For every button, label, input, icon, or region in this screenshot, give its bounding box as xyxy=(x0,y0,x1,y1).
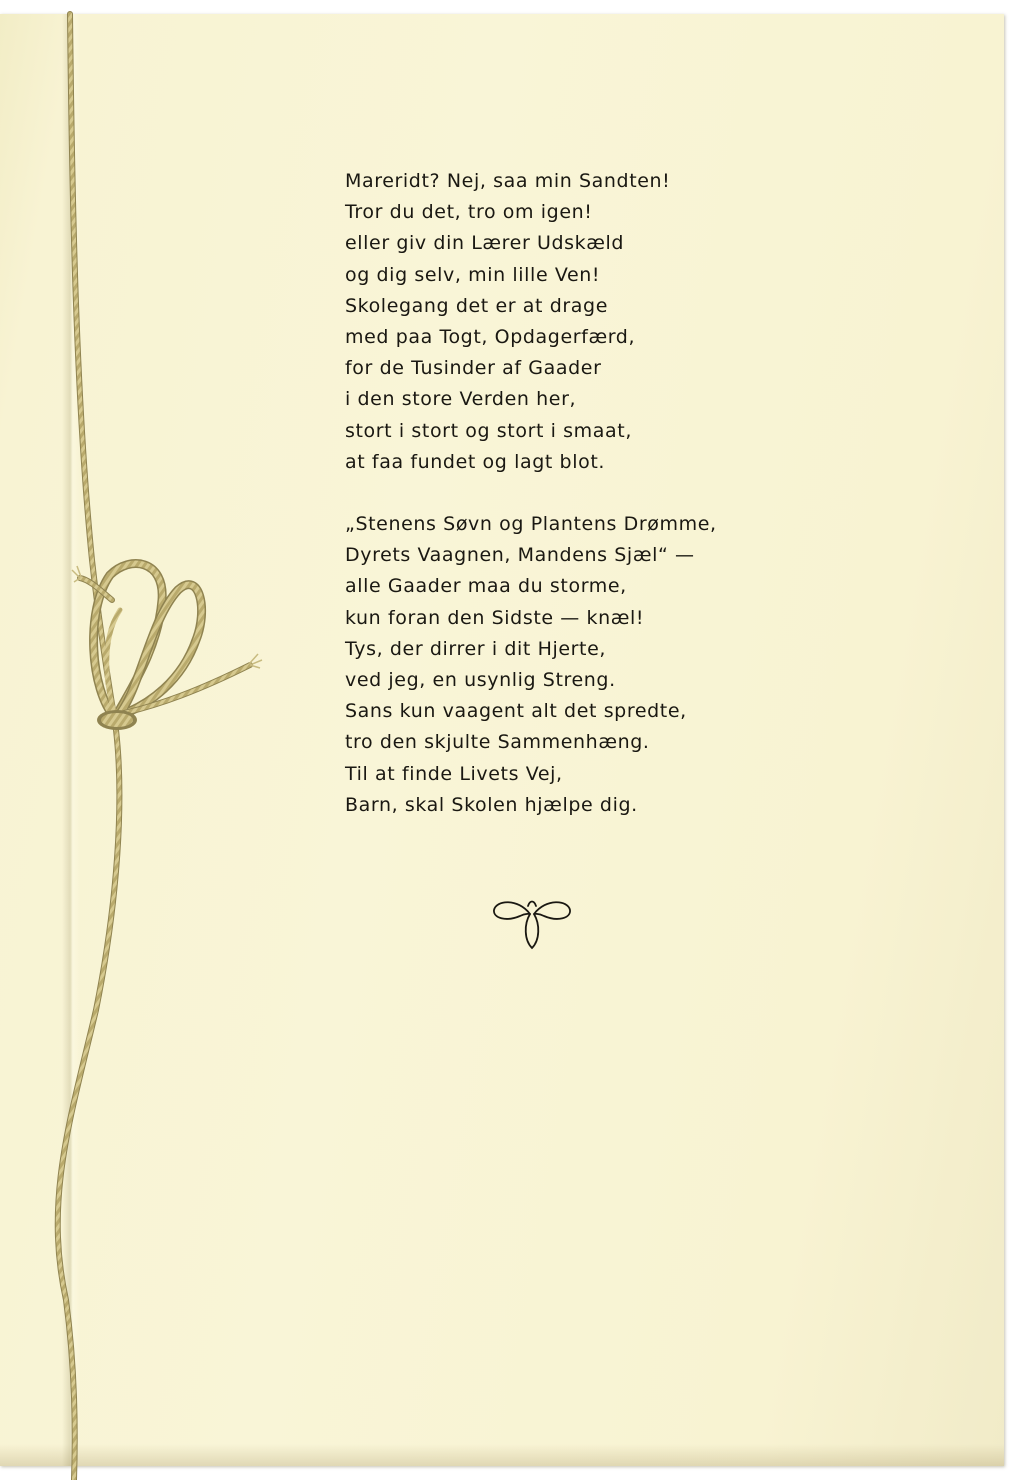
poem-line: at faa fundet og lagt blot. xyxy=(345,450,606,473)
flourish-ornament-icon xyxy=(490,892,574,954)
poem-line: Tror du det, tro om igen! xyxy=(345,201,593,224)
poem-line: kun foran den Sidste — knæl! xyxy=(345,606,645,629)
poem-line: Til at finde Livets Vej, xyxy=(345,762,563,785)
poem-line: Skolegang det er at drage xyxy=(345,294,609,317)
poem-line: Sans kun vaagent alt det spredte, xyxy=(345,700,687,723)
poem-line: stort i stort og stort i smaat, xyxy=(345,419,632,442)
poem-line: for de Tusinder af Gaader xyxy=(345,357,602,380)
poem-text xyxy=(345,166,945,821)
poem-line: i den store Verden her, xyxy=(345,388,577,411)
poem-line: ved jeg, en usynlig Streng. xyxy=(345,669,616,692)
stanza-2 xyxy=(345,509,945,821)
poem-line: Barn, skal Skolen hjælpe dig. xyxy=(345,793,638,816)
poem-line: Tys, der dirrer i dit Hjerte, xyxy=(345,637,607,660)
poem-line: med paa Togt, Opdagerfærd, xyxy=(345,326,636,349)
poem-line: Mareridt? Nej, saa min Sandten! xyxy=(345,170,671,192)
poem-line: tro den skjulte Sammenhæng. xyxy=(345,731,650,754)
poem-line: alle Gaader maa du storme, xyxy=(345,575,627,598)
poem-line: „Stenens Søvn og Plantens Drømme, xyxy=(345,513,717,536)
poem-line: og dig selv, min lille Ven! xyxy=(345,263,601,286)
poem-line: Dyrets Vaagnen, Mandens Sjæl“ — xyxy=(345,544,695,567)
poem-line: eller giv din Lærer Udskæld xyxy=(345,232,625,255)
stanza-1 xyxy=(345,166,945,478)
gold-binding-cord-icon xyxy=(0,0,300,1480)
